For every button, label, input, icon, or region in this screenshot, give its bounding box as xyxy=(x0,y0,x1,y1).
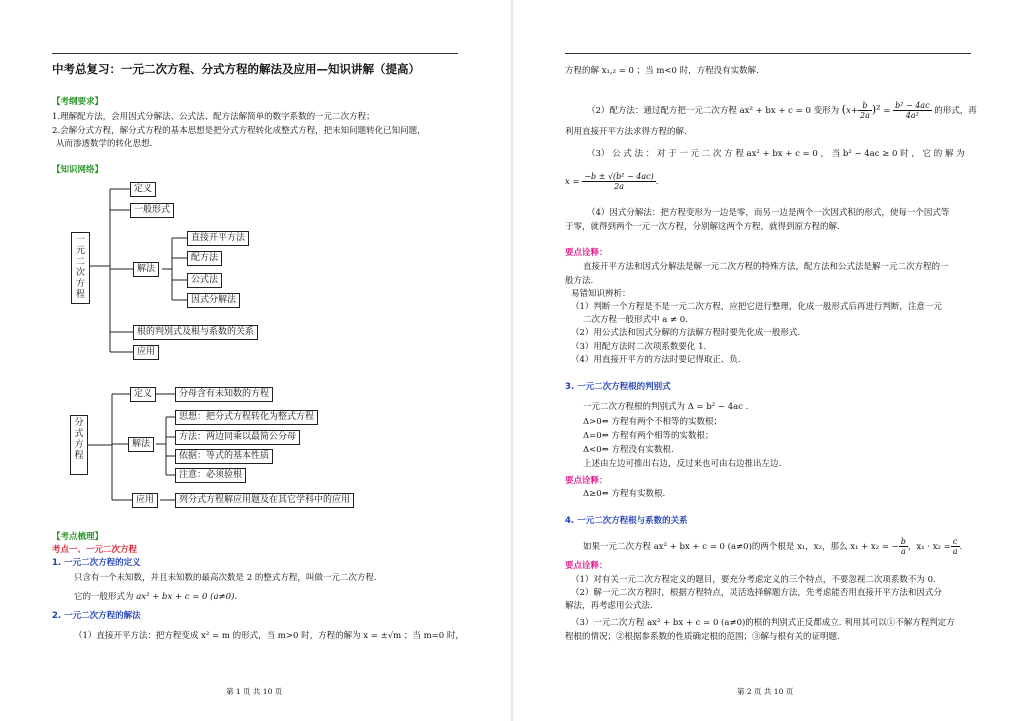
fraction-b-over-2a xyxy=(858,101,872,120)
section-2-text: （1）直接开平方法：把方程变成 x² = m 的形式，当 m>0 时，方程的解为 x = ±√m ；当 m=0 时， xyxy=(74,631,464,641)
section-3-line-b: Δ>0⇔ 方程有两个不相等的实数根； xyxy=(583,417,722,427)
tip-1-line-b: 般方法. xyxy=(565,276,594,286)
method-2-text: （2）配方法：通过配方把一元二次方程 ax² + bx + c = 0 变形为 xyxy=(587,106,840,116)
section-3-heading: 3. 一元二次方程根的判别式 xyxy=(565,382,671,392)
section-3-line-c: Δ=0⇔ 方程有两个相等的实数根； xyxy=(583,431,714,441)
tree1-general-form: 一般形式 xyxy=(130,203,174,218)
tip-3-line-b: （2）解一元二次方程时，根据方程特点，灵活选择解题方法，先考虑能否用直接开平方法和因式分 xyxy=(571,588,942,598)
section-4-heading: 4. 一元二次方程根与系数的关系 xyxy=(565,516,688,526)
page-2-footer: 第 2 页 共 10 页 xyxy=(737,687,794,696)
exam-requirements-heading: 【考纲要求】 xyxy=(52,97,104,107)
tree1-method-completing-square: 配方法 xyxy=(187,251,222,266)
frac-num: c xyxy=(951,537,960,547)
tree2-application: 应用 xyxy=(132,493,158,508)
section-3-line-d: Δ<0⇔ 方程没有实数根. xyxy=(583,445,674,455)
frac-num: b xyxy=(858,101,872,111)
frac-den: a xyxy=(952,547,958,556)
plus-sign: + xyxy=(850,106,858,116)
frac-num: b² − 4ac xyxy=(895,101,930,110)
section-3-line-e: 上述由左边可推出右边，反过来也可由右边推出左边. xyxy=(583,459,782,469)
tip-1-line-c: 易错知识辨析： xyxy=(571,289,631,299)
requirement-2-cont: 从而渗透数学的转化思想. xyxy=(56,139,153,149)
frac-den: 2a xyxy=(860,111,870,120)
minus-sign: − xyxy=(891,542,899,552)
section-4-line-a: 如果一元二次方程 ax² + bx + c = 0 (a≠0)的两个根是 x₁，x₂，那么 x₁ + x₂ = − $\frac{b}{a}$ ，x₁ · x₂ = $\frac{c}{a}$ . xyxy=(583,537,963,556)
method-2-line-2: 利用直接开平方法求得方程的解. xyxy=(565,127,687,137)
tree1-method-formula: 公式法 xyxy=(187,273,222,288)
frac-num: b xyxy=(900,537,906,546)
section-1-text: 只含有一个未知数，并且未知数的最高次数是 2 的整式方程，叫做一元二次方程. xyxy=(74,573,377,583)
section-1-form-prefix: 它的一般形式为 xyxy=(74,592,134,602)
knowledge-network-heading: 【知识网络】 xyxy=(52,165,104,175)
point-1-heading: 考点一、一元二次方程 xyxy=(52,545,138,555)
tip-2-heading: 要点诠释： xyxy=(565,476,608,486)
requirement-2: 2.会解分式方程，解分式方程的基本思想是把分式方程转化成整式方程，把未知问题转化已知问题， xyxy=(52,126,426,136)
frac-den: 2a xyxy=(614,182,624,191)
header-rule xyxy=(565,53,971,54)
tree1-solution-methods: 解法 xyxy=(133,262,159,277)
tree1-root-quadratic-equation: 一元二次方程 xyxy=(71,232,90,304)
section-1-heading: 1. 一元二次方程的定义 xyxy=(52,558,141,568)
tree2-definition-text: 分母含有未知数的方程 xyxy=(175,387,273,402)
tip-1-heading: 要点诠释： xyxy=(565,248,608,258)
var-x: x xyxy=(565,177,570,187)
section-4-mid: ，x₁ · x₂ = xyxy=(907,542,951,552)
tree1-application: 应用 xyxy=(133,345,159,360)
method-2-suffix: 的形式，再 xyxy=(934,106,977,116)
tip-1-line-g: （3）用配方法时二次项系数要化 1. xyxy=(571,342,707,352)
paren-open: ( xyxy=(841,103,847,116)
tree2-solution-basis: 依据：等式的基本性质 xyxy=(175,449,273,464)
paren-close: )² xyxy=(871,103,881,116)
section-2-heading: 2. 一元二次方程的解法 xyxy=(52,611,141,621)
frac-num: −b ± √(b² − 4ac) xyxy=(584,172,654,181)
method-4-line-1: （4）因式分解法：把方程变形为一边是零，而另一边是两个一次因式积的形式，使每一个因式等 xyxy=(587,208,950,218)
section-3-line-a: 一元二次方程根的判别式为 Δ = b² − 4ac . xyxy=(583,402,749,412)
method-3-formula: x = $\frac{\text{−b ± √(b² − 4ac)}}{2a}$ . xyxy=(565,172,659,191)
tip-3-line-d: （3）一元二次方程 ax² + bx + c = 0 (a≠0)的根的判别式正反都成立. 利用其可以①不解方程判定方 xyxy=(571,618,955,628)
page-1-footer: 第 1 页 共 10 页 xyxy=(226,687,283,696)
frac-den: a xyxy=(900,547,906,556)
fraction-b-over-a xyxy=(899,537,908,556)
tree2-solution: 解法 xyxy=(128,437,154,452)
tree1-discriminant: 根的判别式及根与系数的关系 xyxy=(133,325,258,340)
tree2-definition: 定义 xyxy=(130,387,156,402)
tip-2-line-a: Δ≥0⇔ 方程有实数根. xyxy=(583,489,666,499)
tip-1-line-e: 二次方程一般形式中 a ≠ 0. xyxy=(583,315,688,325)
tip-3-heading: 要点诠释： xyxy=(565,561,608,571)
section-1-general-form xyxy=(74,592,237,603)
tip-3-line-c: 解法，再考虑用公式法. xyxy=(565,601,653,611)
document-title: 中考总复习：一元二次方程、分式方程的解法及应用—知识讲解（提高） xyxy=(52,62,420,76)
section-4-text: 如果一元二次方程 ax² + bx + c = 0 (a≠0)的两个根是 x₁，x₂，那么 x₁ + x₂ = xyxy=(583,542,889,552)
method-4-line-2: 于零，就得到两个一元一次方程，分别解这两个方程，就得到原方程的解. xyxy=(565,222,840,232)
equals-sign: = xyxy=(880,106,894,116)
tip-1-line-d: （1）判断一个方程是不是一元二次方程，应把它进行整理，化成一般形式后再进行判断，注意一元 xyxy=(571,302,942,312)
method-3-line-1: （3） 公 式 法 ： 对 于 一 元 二 次 方 程 ax² + bx + c = 0 ， 当 b² − 4ac ≥ 0 时 ， 它 的 解 为 xyxy=(587,149,965,159)
page-2 xyxy=(513,0,1024,721)
page-1 xyxy=(0,0,511,721)
tip-1-line-a: 直接开平方法和因式分解法是解一元二次方程的特殊方法，配方法和公式法是解一元二次方程的一 xyxy=(583,262,949,272)
frac-den: 4a² xyxy=(905,111,919,120)
tip-1-line-h: （4）用直接开平方的方法时要记得取正、负. xyxy=(571,355,741,365)
quadratic-formula-fraction xyxy=(582,172,655,191)
requirement-1: 1.理解配方法，会用因式分解法、公式法、配方法解简单的数字系数的一元二次方程； xyxy=(52,112,375,122)
var-x: x xyxy=(846,106,851,116)
fraction-c-over-a xyxy=(951,537,960,556)
method-2-line-1 xyxy=(587,101,977,120)
p1-cont-line: 方程的解 x₁,₂ = 0 ；当 m<0 时，方程没有实数解. xyxy=(565,66,759,76)
tip-1-line-f: （2）用公式法和因式分解的方法解方程时要先化成一般形式. xyxy=(571,328,801,338)
fraction-discriminant-over-4a2 xyxy=(893,101,931,120)
tree2-application-text: 列分式方程解应用题及在其它学科中的应用 xyxy=(175,493,354,508)
section-1-form-formula: ax² + bx + c = 0 (a≠0). xyxy=(136,592,238,602)
review-heading: 【考点梳理】 xyxy=(52,532,104,542)
tree2-solution-idea: 思想：把分式方程转化为整式方程 xyxy=(175,410,318,425)
tree2-solution-method: 方法：两边同乘以最简公分母 xyxy=(175,430,300,445)
tree1-method-factoring: 因式分解法 xyxy=(187,293,240,308)
tree2-solution-note: 注意：必须验根 xyxy=(175,468,246,483)
tip-3-line-a: （1）对有关一元二次方程定义的题目，要充分考虑定义的三个特点，不要忽视二次项系数不为 0. xyxy=(571,575,936,585)
tree1-method-square-root: 直接开平方法 xyxy=(187,231,249,246)
tip-3-line-e: 程根的情况；②根据参系数的性质确定根的范围；③解与根有关的证明题. xyxy=(565,632,840,642)
tree2-root-fractional-equation: 分式方程 xyxy=(70,415,88,475)
tree1-definition: 定义 xyxy=(130,182,156,197)
